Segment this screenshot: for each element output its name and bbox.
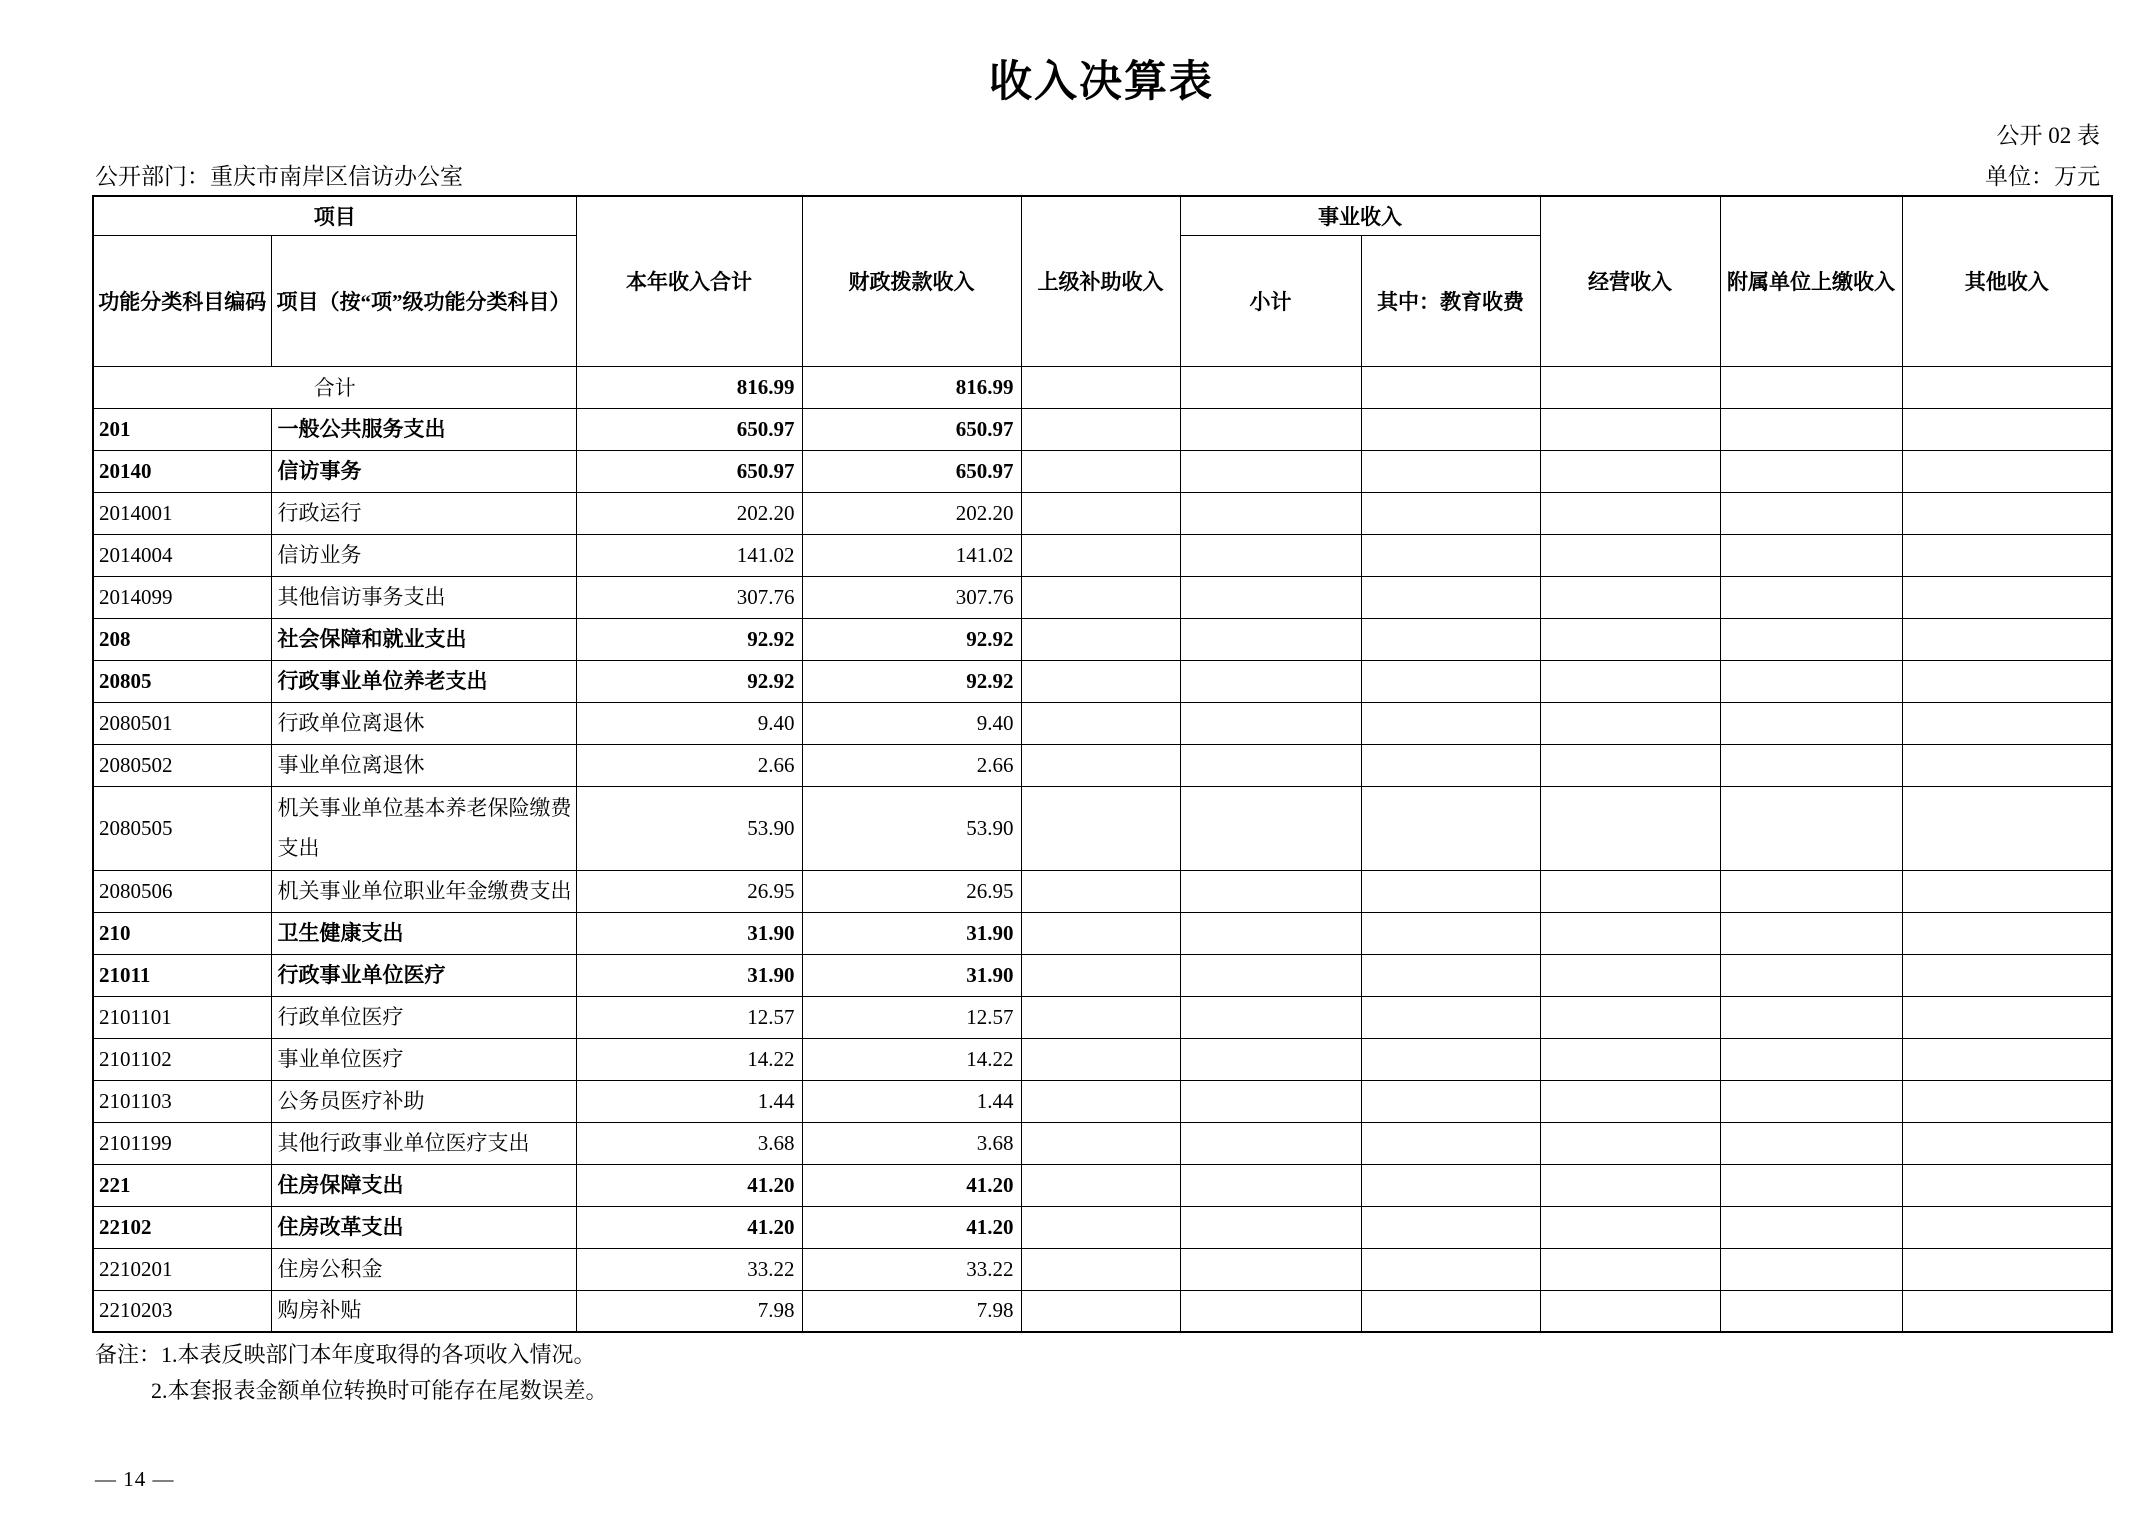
empty-cell [1720,534,1902,576]
empty-cell [1540,660,1720,702]
row-total-cell: 33.22 [576,1248,802,1290]
table-row [93,1164,2112,1206]
empty-cell [1902,492,2112,534]
row-fiscal-cell: 92.92 [802,618,1021,660]
row-item-cell: 机关事业单位职业年金缴费支出 [271,870,576,912]
row-total-cell: 650.97 [576,408,802,450]
row-code-cell: 221 [93,1164,271,1206]
row-fiscal-cell: 307.76 [802,576,1021,618]
table-row [93,618,2112,660]
row-fiscal-cell: 1.44 [802,1080,1021,1122]
empty-cell [1902,1164,2112,1206]
empty-cell [1540,408,1720,450]
footnote-2: 2.本套报表金额单位转换时可能存在尾数误差。 [151,1378,608,1403]
table-row [93,996,2112,1038]
table-row [93,702,2112,744]
empty-cell [1021,1206,1180,1248]
header-group-business-income: 事业收入 [1180,196,1540,235]
row-code-cell: 22102 [93,1206,271,1248]
empty-cell [1361,786,1540,870]
empty-cell [1021,1080,1180,1122]
empty-cell [1361,366,1540,408]
empty-cell [1720,1080,1902,1122]
row-item-cell: 卫生健康支出 [271,912,576,954]
empty-cell [1361,702,1540,744]
row-total-cell: 31.90 [576,954,802,996]
row-total-cell: 12.57 [576,996,802,1038]
row-fiscal-cell: 3.68 [802,1122,1021,1164]
empty-cell [1021,1164,1180,1206]
empty-cell [1180,492,1361,534]
table-body [93,366,2112,1332]
table-row [93,576,2112,618]
row-code-cell: 2080506 [93,870,271,912]
empty-cell [1361,954,1540,996]
header-item-name: 项目（按“项”级功能分类科目） [271,235,576,366]
row-code-cell: 2101199 [93,1122,271,1164]
empty-cell [1361,870,1540,912]
empty-cell [1180,534,1361,576]
row-code-cell: 2080505 [93,786,271,870]
empty-cell [1540,786,1720,870]
empty-cell [1540,996,1720,1038]
empty-cell [1180,366,1361,408]
row-fiscal-cell: 41.20 [802,1206,1021,1248]
row-fiscal-cell: 650.97 [802,450,1021,492]
row-code-cell: 2210201 [93,1248,271,1290]
empty-cell [1540,450,1720,492]
row-total-cell: 3.68 [576,1122,802,1164]
empty-cell [1540,618,1720,660]
row-code-cell: 201 [93,408,271,450]
header-operating-income: 经营收入 [1540,196,1720,366]
empty-cell [1720,1164,1902,1206]
row-item-cell: 行政运行 [271,492,576,534]
empty-cell [1902,1248,2112,1290]
empty-cell [1540,912,1720,954]
empty-cell [1361,912,1540,954]
empty-cell [1902,618,2112,660]
empty-cell [1361,1038,1540,1080]
empty-cell [1021,576,1180,618]
empty-cell [1540,534,1720,576]
row-item-cell: 信访业务 [271,534,576,576]
row-fiscal-cell: 7.98 [802,1290,1021,1332]
row-fiscal-cell: 31.90 [802,954,1021,996]
empty-cell [1902,660,2112,702]
empty-cell [1902,450,2112,492]
empty-cell [1902,366,2112,408]
table-row [93,786,2112,870]
empty-cell [1540,1206,1720,1248]
row-fiscal-cell: 26.95 [802,870,1021,912]
empty-cell [1540,1038,1720,1080]
empty-cell [1540,492,1720,534]
empty-cell [1180,1164,1361,1206]
row-total-cell: 26.95 [576,870,802,912]
empty-cell [1361,1290,1540,1332]
empty-cell [1021,1038,1180,1080]
empty-cell [1902,1080,2112,1122]
empty-cell [1021,660,1180,702]
empty-cell [1902,996,2112,1038]
row-total-cell: 92.92 [576,660,802,702]
row-code-cell: 2080502 [93,744,271,786]
income-final-accounts-table [92,195,2113,1333]
row-code-cell: 2210203 [93,1290,271,1332]
table-row [93,744,2112,786]
empty-cell [1021,492,1180,534]
empty-cell [1720,786,1902,870]
row-total-cell: 2.66 [576,744,802,786]
row-item-cell: 住房公积金 [271,1248,576,1290]
empty-cell [1902,786,2112,870]
empty-cell [1540,366,1720,408]
empty-cell [1180,702,1361,744]
empty-cell [1720,954,1902,996]
empty-cell [1180,1038,1361,1080]
row-item-cell: 机关事业单位基本养老保险缴费支出 [271,786,576,870]
empty-cell [1902,534,2112,576]
row-total-cell: 14.22 [576,1038,802,1080]
empty-cell [1361,660,1540,702]
row-total-cell: 92.92 [576,618,802,660]
empty-cell [1720,492,1902,534]
row-fiscal-cell: 14.22 [802,1038,1021,1080]
row-fiscal-cell: 31.90 [802,912,1021,954]
header-other-income: 其他收入 [1902,196,2112,366]
empty-cell [1720,408,1902,450]
header-education-fee: 其中：教育收费 [1361,235,1540,366]
footnote-1: 备注：1.本表反映部门本年度取得的各项收入情况。 [95,1342,596,1367]
row-item-cell: 其他信访事务支出 [271,576,576,618]
row-item-cell: 一般公共服务支出 [271,408,576,450]
sheet-number-label: 公开 02 表 [1996,123,2100,148]
empty-cell [1361,576,1540,618]
empty-cell [1720,870,1902,912]
empty-cell [1361,534,1540,576]
empty-cell [1021,912,1180,954]
row-fiscal-cell: 9.40 [802,702,1021,744]
empty-cell [1720,1248,1902,1290]
row-code-cell: 2101103 [93,1080,271,1122]
table-row [93,954,2112,996]
row-code-cell: 2014099 [93,576,271,618]
empty-cell [1021,1122,1180,1164]
table-row [93,1248,2112,1290]
page-number: — 14 — [95,1467,175,1491]
empty-cell [1180,912,1361,954]
empty-cell [1361,1164,1540,1206]
header-function-code: 功能分类科目编码 [93,235,271,366]
row-code-cell: 20805 [93,660,271,702]
row-item-cell: 事业单位离退休 [271,744,576,786]
row-total-cell: 816.99 [576,366,802,408]
row-item-cell: 信访事务 [271,450,576,492]
row-fiscal-cell: 650.97 [802,408,1021,450]
empty-cell [1021,702,1180,744]
empty-cell [1902,1206,2112,1248]
empty-cell [1021,408,1180,450]
empty-cell [1902,702,2112,744]
row-fiscal-cell: 53.90 [802,786,1021,870]
empty-cell [1540,1290,1720,1332]
empty-cell [1540,1164,1720,1206]
empty-cell [1540,702,1720,744]
row-fiscal-cell: 816.99 [802,366,1021,408]
row-total-cell: 307.76 [576,576,802,618]
empty-cell [1180,870,1361,912]
row-code-cell: 2014001 [93,492,271,534]
empty-cell [1180,954,1361,996]
empty-cell [1180,996,1361,1038]
empty-cell [1021,1248,1180,1290]
empty-cell [1180,744,1361,786]
empty-cell [1361,492,1540,534]
row-item-cell: 其他行政事业单位医疗支出 [271,1122,576,1164]
table-row [93,1038,2112,1080]
empty-cell [1180,1122,1361,1164]
table-row [93,408,2112,450]
empty-cell [1902,1122,2112,1164]
table-row [93,660,2112,702]
empty-cell [1902,744,2112,786]
row-code-cell: 21011 [93,954,271,996]
empty-cell [1720,576,1902,618]
empty-cell [1361,618,1540,660]
table-row [93,534,2112,576]
empty-cell [1361,1206,1540,1248]
empty-cell [1021,534,1180,576]
row-item-cell: 公务员医疗补助 [271,1080,576,1122]
empty-cell [1902,1290,2112,1332]
empty-cell [1540,576,1720,618]
row-fiscal-cell: 2.66 [802,744,1021,786]
row-item-cell: 住房改革支出 [271,1206,576,1248]
empty-cell [1180,660,1361,702]
empty-cell [1720,1122,1902,1164]
row-item-cell: 行政单位离退休 [271,702,576,744]
row-total-cell: 7.98 [576,1290,802,1332]
empty-cell [1720,450,1902,492]
empty-cell [1021,786,1180,870]
table-row [93,1290,2112,1332]
row-code-cell: 2014004 [93,534,271,576]
empty-cell [1021,744,1180,786]
row-total-cell: 650.97 [576,450,802,492]
empty-cell [1180,786,1361,870]
empty-cell [1180,450,1361,492]
empty-cell [1902,1038,2112,1080]
empty-cell [1540,870,1720,912]
empty-cell [1720,1290,1902,1332]
row-fiscal-cell: 41.20 [802,1164,1021,1206]
header-subtotal: 小计 [1180,235,1361,366]
row-item-cell: 购房补贴 [271,1290,576,1332]
row-total-cell: 1.44 [576,1080,802,1122]
row-code-cell: 2101102 [93,1038,271,1080]
empty-cell [1180,1290,1361,1332]
header-affiliated-remit: 附属单位上缴收入 [1720,196,1902,366]
empty-cell [1021,366,1180,408]
empty-cell [1021,870,1180,912]
empty-cell [1540,1080,1720,1122]
row-total-cell: 53.90 [576,786,802,870]
empty-cell [1902,576,2112,618]
row-fiscal-cell: 141.02 [802,534,1021,576]
row-item-cell: 行政单位医疗 [271,996,576,1038]
unit-label: 单位：万元 [1985,164,2100,189]
empty-cell [1361,1248,1540,1290]
empty-cell [1720,996,1902,1038]
row-item-cell: 合计 [93,366,576,408]
empty-cell [1540,744,1720,786]
table-row [93,450,2112,492]
empty-cell [1180,618,1361,660]
empty-cell [1720,744,1902,786]
empty-cell [1021,954,1180,996]
empty-cell [1361,744,1540,786]
header-group-item: 项目 [93,196,576,235]
table-row [93,912,2112,954]
empty-cell [1021,1290,1180,1332]
empty-cell [1902,870,2112,912]
table-row [93,1122,2112,1164]
header-year-total: 本年收入合计 [576,196,802,366]
empty-cell [1021,996,1180,1038]
empty-cell [1902,954,2112,996]
empty-cell [1361,996,1540,1038]
page-title: 收入决算表 [989,59,1214,106]
table-row [93,1206,2112,1248]
row-fiscal-cell: 92.92 [802,660,1021,702]
row-code-cell: 2101101 [93,996,271,1038]
row-code-cell: 208 [93,618,271,660]
empty-cell [1361,408,1540,450]
row-fiscal-cell: 12.57 [802,996,1021,1038]
row-total-cell: 202.20 [576,492,802,534]
empty-cell [1021,618,1180,660]
table-row [93,366,2112,408]
row-item-cell: 行政事业单位医疗 [271,954,576,996]
empty-cell [1902,912,2112,954]
row-item-cell: 事业单位医疗 [271,1038,576,1080]
table-row [93,492,2112,534]
empty-cell [1720,912,1902,954]
header-superior-subsidy: 上级补助收入 [1021,196,1180,366]
empty-cell [1361,450,1540,492]
empty-cell [1720,618,1902,660]
row-total-cell: 41.20 [576,1164,802,1206]
empty-cell [1540,1248,1720,1290]
header-row-groups [93,196,2112,235]
empty-cell [1720,702,1902,744]
row-item-cell: 住房保障支出 [271,1164,576,1206]
row-code-cell: 210 [93,912,271,954]
empty-cell [1902,408,2112,450]
row-total-cell: 41.20 [576,1206,802,1248]
empty-cell [1540,1122,1720,1164]
row-code-cell: 20140 [93,450,271,492]
empty-cell [1361,1080,1540,1122]
empty-cell [1720,366,1902,408]
table-row [93,1080,2112,1122]
empty-cell [1180,408,1361,450]
row-item-cell: 行政事业单位养老支出 [271,660,576,702]
empty-cell [1361,1122,1540,1164]
row-item-cell: 社会保障和就业支出 [271,618,576,660]
empty-cell [1540,954,1720,996]
empty-cell [1180,1080,1361,1122]
empty-cell [1180,1248,1361,1290]
empty-cell [1720,1206,1902,1248]
empty-cell [1720,1038,1902,1080]
table-row [93,870,2112,912]
row-total-cell: 31.90 [576,912,802,954]
empty-cell [1180,1206,1361,1248]
empty-cell [1720,660,1902,702]
empty-cell [1021,450,1180,492]
footnotes [95,1337,608,1409]
department-label: 公开部门：重庆市南岸区信访办公室 [95,164,463,189]
row-total-cell: 141.02 [576,534,802,576]
header-fiscal-allocation: 财政拨款收入 [802,196,1021,366]
row-fiscal-cell: 202.20 [802,492,1021,534]
empty-cell [1180,576,1361,618]
row-total-cell: 9.40 [576,702,802,744]
row-fiscal-cell: 33.22 [802,1248,1021,1290]
row-code-cell: 2080501 [93,702,271,744]
